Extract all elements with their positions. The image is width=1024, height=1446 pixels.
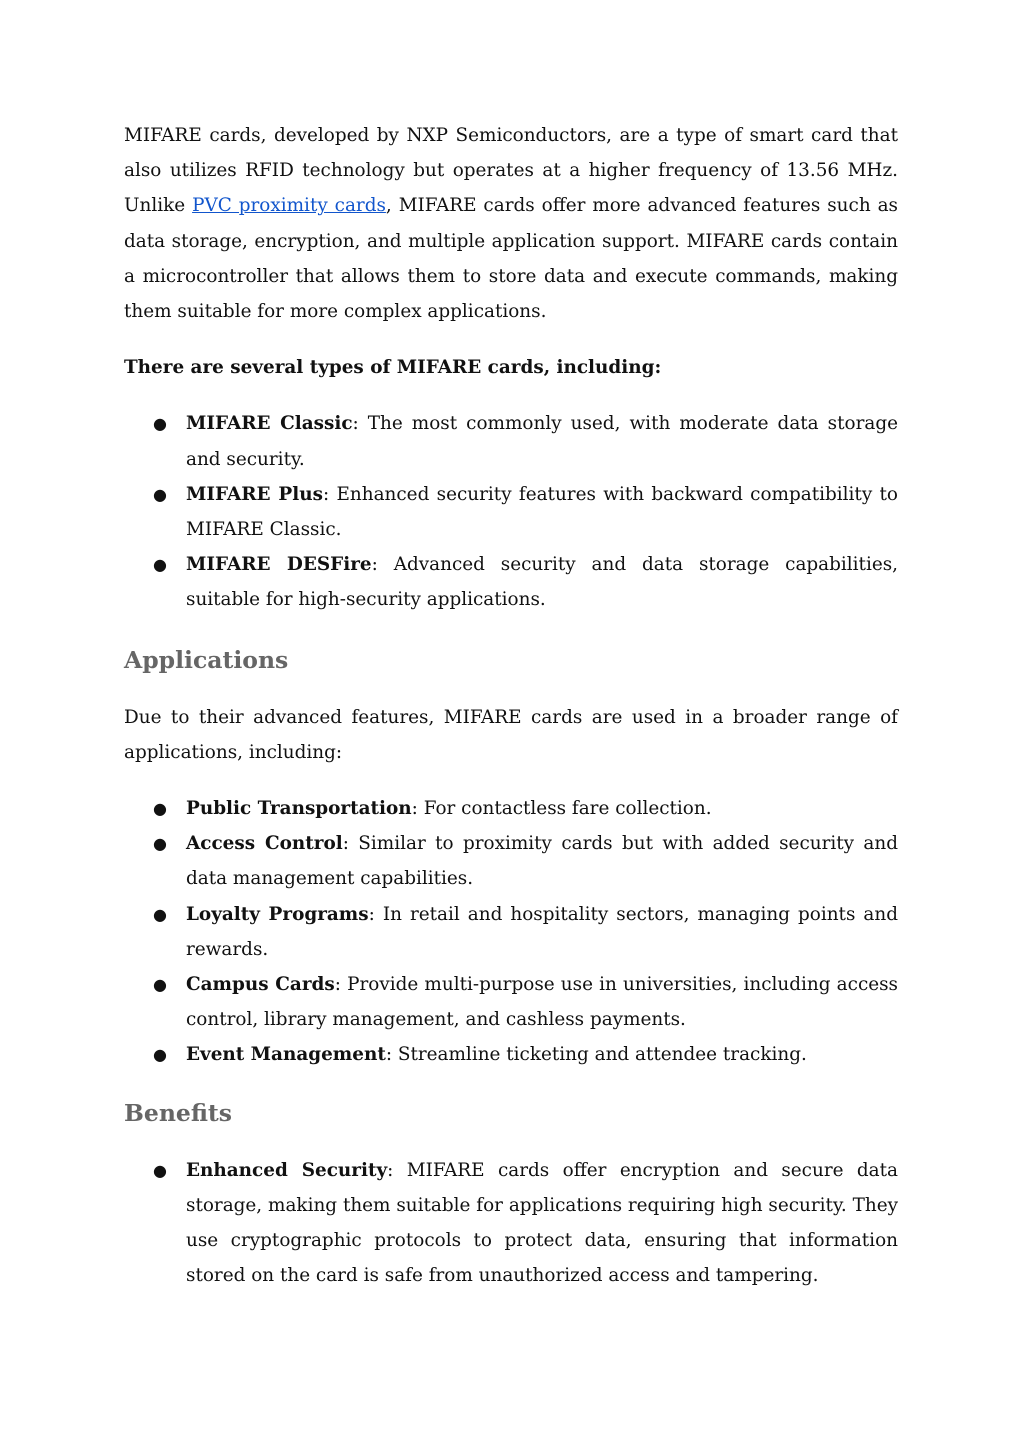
item-desc: : MIFARE cards offer encryption and secure data storage, making them suitable for applications requiring high security. They use cryptographic protocols to protect data, ensuring that information stored on the card is safe from unauthorized access and tampering. [186,1159,898,1287]
bullet-icon: ● [153,414,167,434]
item-desc: : Enhanced security features with backward compatibility to MIFARE Classic. [186,483,898,541]
list-item [124,967,898,1037]
item-term: Event Management [186,1044,386,1066]
benefits-list [124,1153,898,1294]
item-term: Campus Cards [186,974,335,996]
applications-heading: Applications [124,645,289,674]
list-item [124,826,898,896]
intro-paragraph [124,118,898,329]
intro-text-before-link: MIFARE cards, developed by NXP Semiconductors, are a type of smart card that also utilizes RFID technology but operates at a higher frequency of 13.56 MHz. Unlike [124,125,898,217]
list-item [124,897,898,967]
item-desc: : Advanced security and data storage capabilities, suitable for high-security applications. [186,554,898,611]
list-item [124,1037,898,1072]
item-term: Access Control [186,833,343,855]
item-term: Loyalty Programs [186,903,369,925]
item-desc: : Streamline ticketing and attendee tracking. [385,1044,807,1066]
bullet-icon: ● [153,484,167,504]
item-term: Enhanced Security [186,1159,388,1181]
item-desc: : Similar to proximity cards but with added security and data management capabilities. [186,833,898,890]
item-desc: : For contactless fare collection. [411,798,712,820]
bullet-icon: ● [153,1160,167,1180]
list-item [124,547,898,617]
list-item [124,791,898,826]
intro-text-after-link: , MIFARE cards offer more advanced features such as data storage, encryption, and multiple application support. MIFARE cards contain a microcontroller that allows them to store data and execute commands, making them suitable for more complex applications. [124,195,898,323]
bullet-icon: ● [153,904,167,924]
item-term: MIFARE Classic [186,413,353,435]
item-term: MIFARE DESFire [186,554,372,576]
item-term: Public Transportation [186,798,412,820]
item-desc: : In retail and hospitality sectors, managing points and rewards. [186,903,898,960]
item-desc: : Provide multi-purpose use in universities, including access control, library management, and cashless payments. [186,974,898,1031]
pvc-proximity-cards-link[interactable]: PVC proximity cards [192,195,386,217]
list-item [124,477,898,547]
benefits-heading: Benefits [124,1098,233,1127]
bullet-icon: ● [153,555,167,575]
list-item [124,1153,898,1294]
bullet-icon: ● [153,1045,167,1065]
document-page [124,118,898,1293]
bullet-icon: ● [153,834,167,854]
bullet-icon: ● [153,975,167,995]
types-list [124,406,898,617]
applications-intro: Due to their advanced features, MIFARE cards are used in a broader range of applications, including: [124,706,898,763]
types-heading: There are several types of MIFARE cards, including: [124,357,662,379]
applications-list [124,791,898,1073]
bullet-icon: ● [153,799,167,819]
item-desc: : The most commonly used, with moderate data storage and security. [186,413,898,470]
item-term: MIFARE Plus [186,483,323,505]
list-item [124,406,898,476]
